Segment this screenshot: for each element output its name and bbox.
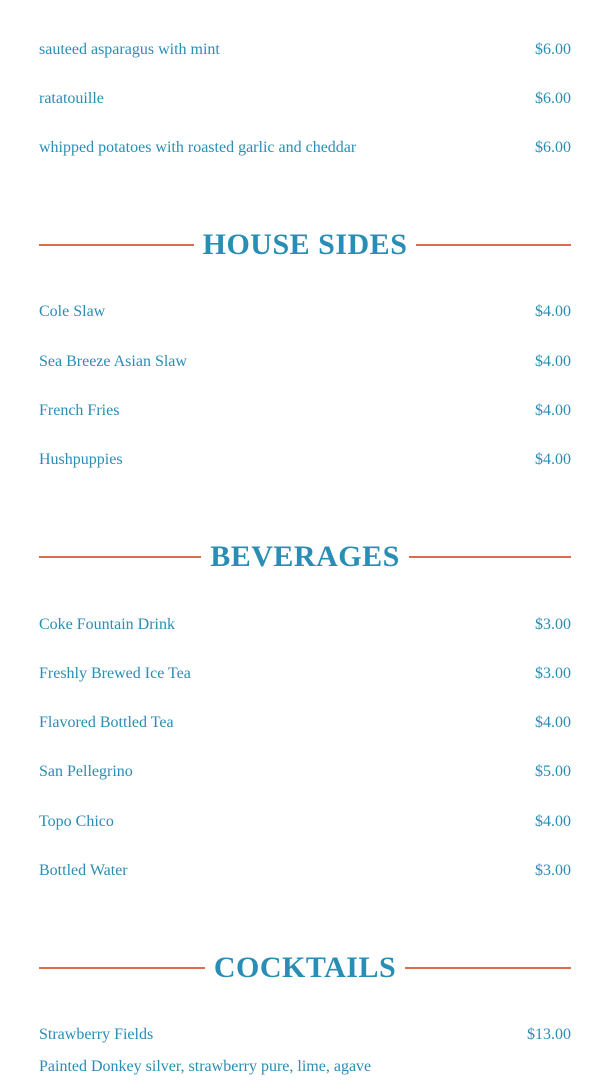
item-price: $5.00: [535, 763, 571, 780]
section-header-house-sides: [39, 225, 571, 265]
divider: [409, 556, 571, 558]
item-name: Topo Chico: [39, 813, 114, 830]
menu-item: [39, 38, 571, 62]
menu-item: [39, 760, 571, 784]
menu-item: [39, 711, 571, 735]
item-name: Coke Fountain Drink: [39, 616, 175, 633]
menu-item: [39, 1023, 571, 1047]
divider: [39, 244, 194, 246]
item-name: sauteed asparagus with mint: [39, 41, 220, 58]
item-description: Painted Donkey silver, strawberry pure, lime, agave: [39, 1058, 372, 1075]
section-header-beverages: [39, 537, 571, 577]
item-name: Bottled Water: [39, 862, 128, 879]
item-price: $4.00: [535, 353, 571, 370]
divider: [416, 244, 571, 246]
item-name: Cole Slaw: [39, 303, 106, 320]
section-title: HOUSE SIDES: [202, 228, 408, 261]
item-name: Strawberry Fields: [39, 1026, 154, 1043]
item-name: Hushpuppies: [39, 451, 123, 468]
item-price: $4.00: [535, 303, 571, 320]
item-price: $4.00: [535, 813, 571, 830]
item-price: $6.00: [535, 139, 571, 156]
item-price: $6.00: [535, 90, 571, 107]
item-price: $4.00: [535, 402, 571, 419]
item-name: whipped potatoes with roasted garlic and cheddar: [39, 139, 357, 156]
item-price: $3.00: [535, 616, 571, 633]
item-price: $3.00: [535, 862, 571, 879]
menu-item: [39, 350, 571, 374]
item-name: French Fries: [39, 402, 120, 419]
item-price: $6.00: [535, 41, 571, 58]
menu-item: [39, 859, 571, 883]
menu-item: [39, 399, 571, 423]
menu-item: [39, 810, 571, 834]
menu-item: [39, 448, 571, 472]
item-price: $3.00: [535, 665, 571, 682]
section-header-cocktails: [39, 948, 571, 988]
item-price: $4.00: [535, 714, 571, 731]
item-name: Freshly Brewed Ice Tea: [39, 665, 191, 682]
menu-item: [39, 136, 571, 160]
section-title: COCKTAILS: [213, 951, 397, 984]
divider: [39, 967, 205, 969]
item-price: $4.00: [535, 451, 571, 468]
menu-item: [39, 87, 571, 111]
menu-item: [39, 662, 571, 686]
divider: [405, 967, 571, 969]
section-title: BEVERAGES: [210, 540, 400, 573]
menu-item: [39, 613, 571, 637]
item-name: ratatouille: [39, 90, 104, 107]
item-price: $13.00: [527, 1026, 571, 1043]
divider: [39, 556, 201, 558]
item-name: Sea Breeze Asian Slaw: [39, 353, 187, 370]
item-name: San Pellegrino: [39, 763, 133, 780]
menu-item: [39, 300, 571, 324]
item-name: Flavored Bottled Tea: [39, 714, 174, 731]
